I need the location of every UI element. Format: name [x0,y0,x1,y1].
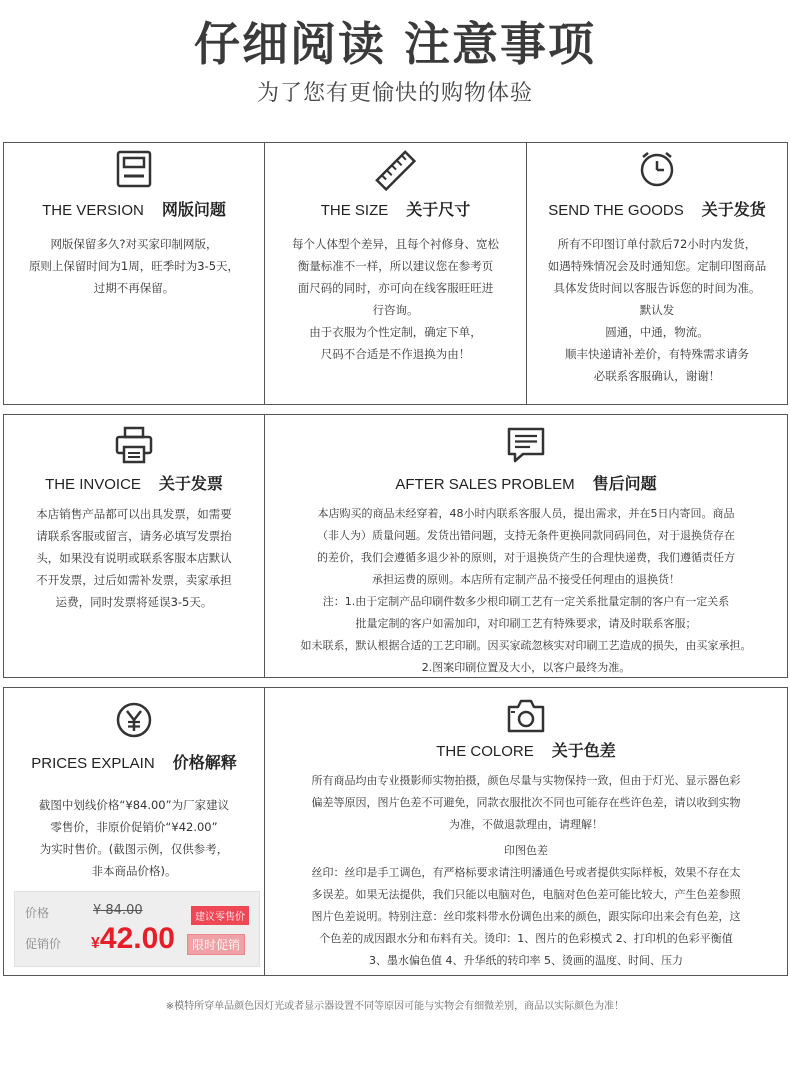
heading-en: THE COLORE [436,743,534,760]
section-goods [526,142,788,405]
text-line: 面尺码的同时，亦可向在线客服旺旺进 [297,281,494,295]
text-line: 尺码不合适是不作退换为由！ [320,347,471,361]
price-example-card [14,891,260,967]
original-price: ¥ 84.00 [93,903,143,918]
section-invoice-text [14,503,254,613]
section-version-text [14,233,254,299]
text-line: 衡量标准不一样，所以建议您在参考页 [297,259,494,273]
camera-icon [265,696,787,736]
text-line: 的差价，我们会遵循多退少补的原则，对于退换货产生的合理快递费，我们遵循责任方 [317,551,735,564]
text-line: 每个人体型个差异，且每个衬修身、宽松 [292,237,499,251]
text-line: 批量定制的客户如需加印，对印刷工艺有特殊要求，请及时联系客服； [355,617,697,630]
section-goods-heading [527,197,787,220]
text-line: 所有商品均由专业摄影师实物拍摄，颜色尽量与实物保持一致，但由于灯光、显示器色彩 [311,774,741,787]
text-line: 偏差等原因，图片色差不可避免，同款衣服批次不同也可能存在些许色差，请以收到实物 [311,796,741,809]
section-version-heading [4,197,264,220]
sale-price-label: 促销价 [25,937,62,951]
section-version [3,142,265,405]
text-line: 注：1.由于定制产品印刷件数多少根印刷工艺有一定关系批量定制的客户有一定关系 [322,595,730,608]
heading-cn: 关于发货 [701,200,766,219]
section-invoice-heading [4,471,264,494]
text-line: 运费，同时发票将延误3-5天。 [55,595,213,609]
color-subheading: 印图色差 [504,844,548,857]
text-line: 本店销售产品都可以出具发票，如需要 [36,507,232,521]
heading-en: THE VERSION [42,202,144,219]
text-line: 非本商品价格)。 [91,864,177,878]
heading-cn: 价格解释 [172,753,237,772]
section-aftersales-text [267,503,785,679]
clock-icon [527,149,787,189]
heading-cn: 售后问题 [592,474,657,493]
text-line: （非人为）质量问题。发货出错问题，支持无条件更换同款同码同色，对于退换货存在 [317,529,735,542]
suggested-retail-tag: 建议零售价 [191,906,249,925]
text-line: 头，如果没有说明或联系客服本店默认 [36,551,232,565]
text-line: 圆通，中通，物流。 [605,325,709,339]
text-line: 多误差。如果无法提供，我们只能以电脑对色，电脑对色色差可能比较大，产生色差参照 [311,888,741,901]
page-title: 仔细阅读 注意事项 [193,17,596,71]
text-line: 截图中划线价格“¥84.00”为厂家建议 [38,798,230,812]
printing-plate-icon [4,149,264,189]
page-subtitle: 为了您有更愉快的购物体验 [256,81,533,106]
section-size-text [275,233,516,365]
text-line: 具体发货时间以客服告诉您的时间为准。 [553,281,761,295]
section-color-heading [265,738,787,761]
text-line: 图片色差说明。特别注意：丝印浆料带水份调色出来的颜色，跟实际印出来会有色差，这 [311,910,741,923]
sale-price [91,922,175,956]
section-color [264,687,788,976]
section-size [264,142,527,405]
heading-en: PRICES EXPLAIN [31,755,155,772]
text-line: 个色差的成因跟水分和布料有关。烫印：1、图片的色彩模式 2、打印机的色彩平衡值 [319,932,733,945]
price-label: 价格 [25,906,50,920]
currency-symbol: ¥ [91,935,100,952]
ruler-icon [265,149,526,193]
text-line: 过期不再保留。 [93,281,175,295]
text-line: 本店购买的商品未经穿着，48小时内联系客服人员，提出需求，并在5日内寄回。商品 [317,507,735,520]
section-aftersales [264,414,788,678]
heading-cn: 关于尺寸 [406,200,471,219]
text-line: 为实时售价。(截图示例，仅供参考， [39,842,229,856]
heading-en: THE SIZE [320,202,389,219]
text-line: 由于衣服为个性定制，确定下单， [309,325,482,339]
section-prices-text [14,794,254,882]
text-line: 丝印：丝印是手工调色，有严格标要求请注明潘通色号或者提供实际样板，效果不存在太 [311,866,741,879]
text-line: 承担运费的原则。本店所有定制产品不接受任何理由的退换货！ [372,573,680,586]
section-prices-heading [4,750,264,773]
text-line: 3、墨水偏色值 4、升华纸的转印率 5、烫画的温度、时间、压力 [369,954,683,967]
text-line: 必联系客服确认，谢谢！ [593,369,721,383]
text-line: 默认发 [639,303,675,317]
section-invoice [3,414,265,678]
heading-cn: 关于发票 [158,474,223,493]
message-icon [265,425,787,465]
printer-icon [4,425,264,465]
text-line: 如未联系，默认根据合适的工艺印刷。因买家疏忽核实对印刷工艺造成的损失，由买家承担。 [300,639,752,652]
footer-note: ※模特所穿单品颜色因灯光或者显示器设置不同等原因可能与实物会有细微差别，商品以实际颜色为准！ [165,1001,625,1012]
sale-price-value: 42.00 [99,922,175,955]
heading-cn: 网版问题 [161,200,226,219]
text-line: 所有不印图订单付款后72小时内发货， [557,237,757,251]
text-line: 行咨询。 [372,303,419,317]
heading-en: AFTER SALES PROBLEM [395,476,575,493]
text-line: 原则上保留时间为1周，旺季时为3-5天， [28,259,240,273]
section-size-heading [265,197,526,220]
text-line: 为准，不做退款理由，请理解！ [449,818,603,831]
section-aftersales-heading [265,471,787,494]
yen-icon [4,700,264,740]
text-line: 2.图案印刷位置及大小，以客户最终为准。 [421,661,631,674]
heading-en: SEND THE GOODS [548,202,684,219]
heading-cn: 关于色差 [551,741,616,760]
limited-promo-tag: 限时促销 [187,934,245,955]
section-prices [3,687,265,976]
text-line: 网版保留多久?对买家印制网版， [50,237,218,251]
text-line: 如遇特殊情况会及时通知您。定制印图商品 [547,259,767,273]
heading-en: THE INVOICE [45,476,141,493]
section-color-text [267,770,785,972]
text-line: 不开发票，过后如需补发票，卖家承担 [36,573,232,587]
section-goods-text [531,233,783,387]
text-line: 请联系客服或留言，请务必填写发票抬 [36,529,232,543]
text-line: 顺丰快递请补差价，有特殊需求请务 [565,347,749,361]
text-line: 零售价，非原价促销价“¥42.00” [50,820,218,834]
